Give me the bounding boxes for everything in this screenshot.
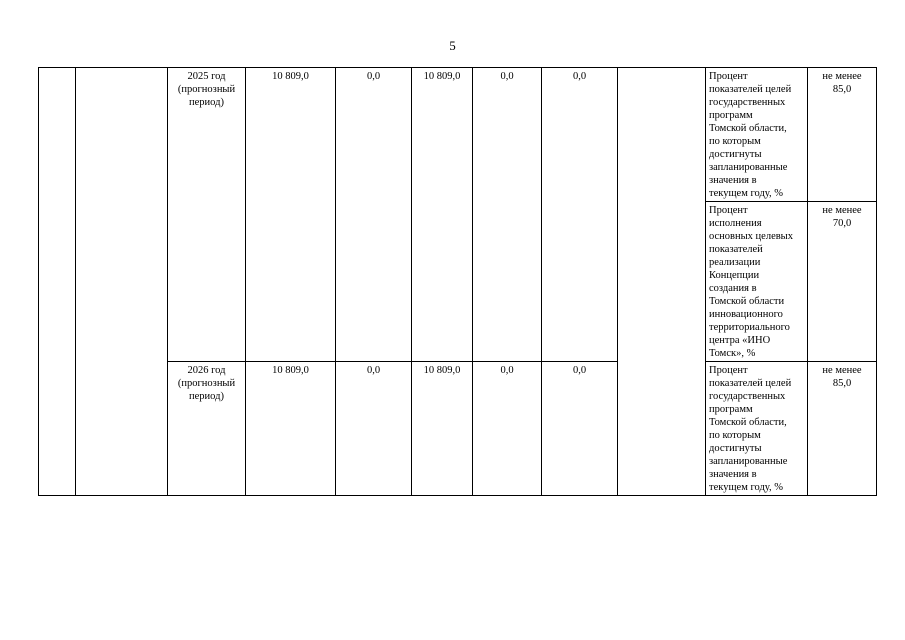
row-number-cell	[39, 68, 76, 496]
indicator-value-cell: не менее 70,0	[808, 202, 877, 362]
period-cell: 2026 год (прогнозный период)	[168, 362, 246, 496]
total-amount-cell: 10 809,0	[246, 68, 336, 362]
extrabudget-cell: 0,0	[542, 68, 618, 362]
page-number: 5	[449, 38, 456, 53]
budget-table	[38, 67, 877, 496]
local-budget-cell: 0,0	[473, 362, 542, 496]
regional-budget-cell: 10 809,0	[412, 68, 473, 362]
local-budget-cell: 0,0	[473, 68, 542, 362]
executor-cell	[618, 68, 706, 496]
federal-budget-cell: 0,0	[336, 68, 412, 362]
indicator-value-cell: не менее 85,0	[808, 68, 877, 202]
extrabudget-cell: 0,0	[542, 362, 618, 496]
indicator-name-cell: Процент исполнения основных целевых показателей реализации Концепции создания в Томской области инновационного территориального центра «ИНО Томск», %	[706, 202, 808, 362]
regional-budget-cell: 10 809,0	[412, 362, 473, 496]
task-name-cell	[76, 68, 168, 496]
indicator-value-cell: не менее 85,0	[808, 362, 877, 496]
period-cell: 2025 год (прогнозный период)	[168, 68, 246, 362]
total-amount-cell: 10 809,0	[246, 362, 336, 496]
federal-budget-cell: 0,0	[336, 362, 412, 496]
table-row	[39, 68, 877, 202]
indicator-name-cell: Процент показателей целей государственных программ Томской области, по которым достигнуты запланированные значения в текущем году, %	[706, 68, 808, 202]
indicator-name-cell: Процент показателей целей государственных программ Томской области, по которым достигнуты запланированные значения в текущем году, %	[706, 362, 808, 496]
